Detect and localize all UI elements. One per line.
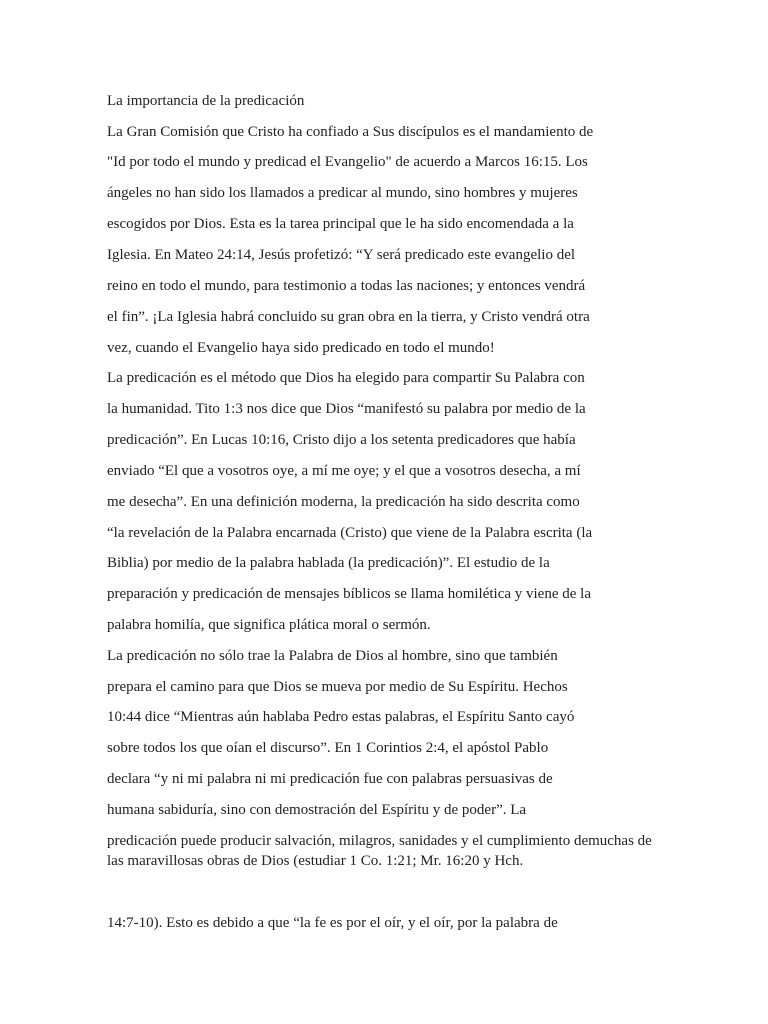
text-line: el fin”. ¡La Iglesia habrá concluido su gran obra en la tierra, y Cristo vendrá otra <box>107 309 590 325</box>
text-line: Biblia) por medio de la palabra hablada (la predicación)”. El estudio de la <box>107 555 550 571</box>
document-title: La importancia de la predicación <box>107 93 305 109</box>
text-line: prepara el camino para que Dios se mueva por medio de Su Espíritu. Hechos <box>107 679 568 695</box>
text-line: enviado “El que a vosotros oye, a mí me oye; y el que a vosotros desecha, a mí <box>107 463 581 479</box>
text-line: preparación y predicación de mensajes bíblicos se llama homilética y viene de la <box>107 586 591 602</box>
text-line: La Gran Comisión que Cristo ha confiado a Sus discípulos es el mandamiento de <box>107 124 594 140</box>
text-line: vez, cuando el Evangelio haya sido predicado en todo el mundo! <box>107 340 495 356</box>
text-line: 14:7-10). Esto es debido a que “la fe es por el oír, y el oír, por la palabra de <box>107 915 558 931</box>
text-line: predicación puede producir salvación, milagros, sanidades y el cumplimiento demuchas de <box>107 833 652 849</box>
text-line: “la revelación de la Palabra encarnada (Cristo) que viene de la Palabra escrita (la <box>107 525 593 541</box>
text-line: declara “y ni mi palabra ni mi predicación fue con palabras persuasivas de <box>107 771 553 787</box>
text-line: las maravillosas obras de Dios (estudiar 1 Co. 1:21; Mr. 16:20 y Hch. <box>107 853 524 869</box>
text-line: La predicación no sólo trae la Palabra de Dios al hombre, sino que también <box>107 648 558 664</box>
text-line: "Id por todo el mundo y predicad el Evangelio" de acuerdo a Marcos 16:15. Los <box>107 154 588 170</box>
text-line: ángeles no han sido los llamados a predicar al mundo, sino hombres y mujeres <box>107 185 578 201</box>
text-line: me desecha”. En una definición moderna, la predicación ha sido descrita como <box>107 494 580 510</box>
text-line: escogidos por Dios. Esta es la tarea principal que le ha sido encomendada a la <box>107 216 574 232</box>
text-line: palabra homilía, que significa plática moral o sermón. <box>107 617 431 633</box>
text-line: La predicación es el método que Dios ha elegido para compartir Su Palabra con <box>107 370 585 386</box>
text-line: 10:44 dice “Mientras aún hablaba Pedro estas palabras, el Espíritu Santo cayó <box>107 709 575 725</box>
text-line: predicación”. En Lucas 10:16, Cristo dijo a los setenta predicadores que había <box>107 432 576 448</box>
text-line: humana sabiduría, sino con demostración del Espíritu y de poder”. La <box>107 802 527 818</box>
text-line: sobre todos los que oían el discurso”. En 1 Corintios 2:4, el apóstol Pablo <box>107 740 549 756</box>
text-line: la humanidad. Tito 1:3 nos dice que Dios “manifestó su palabra por medio de la <box>107 401 586 417</box>
text-line: reino en todo el mundo, para testimonio a todas las naciones; y entonces vendrá <box>107 278 586 294</box>
text-line: Iglesia. En Mateo 24:14, Jesús profetizó: “Y será predicado este evangelio del <box>107 247 576 263</box>
